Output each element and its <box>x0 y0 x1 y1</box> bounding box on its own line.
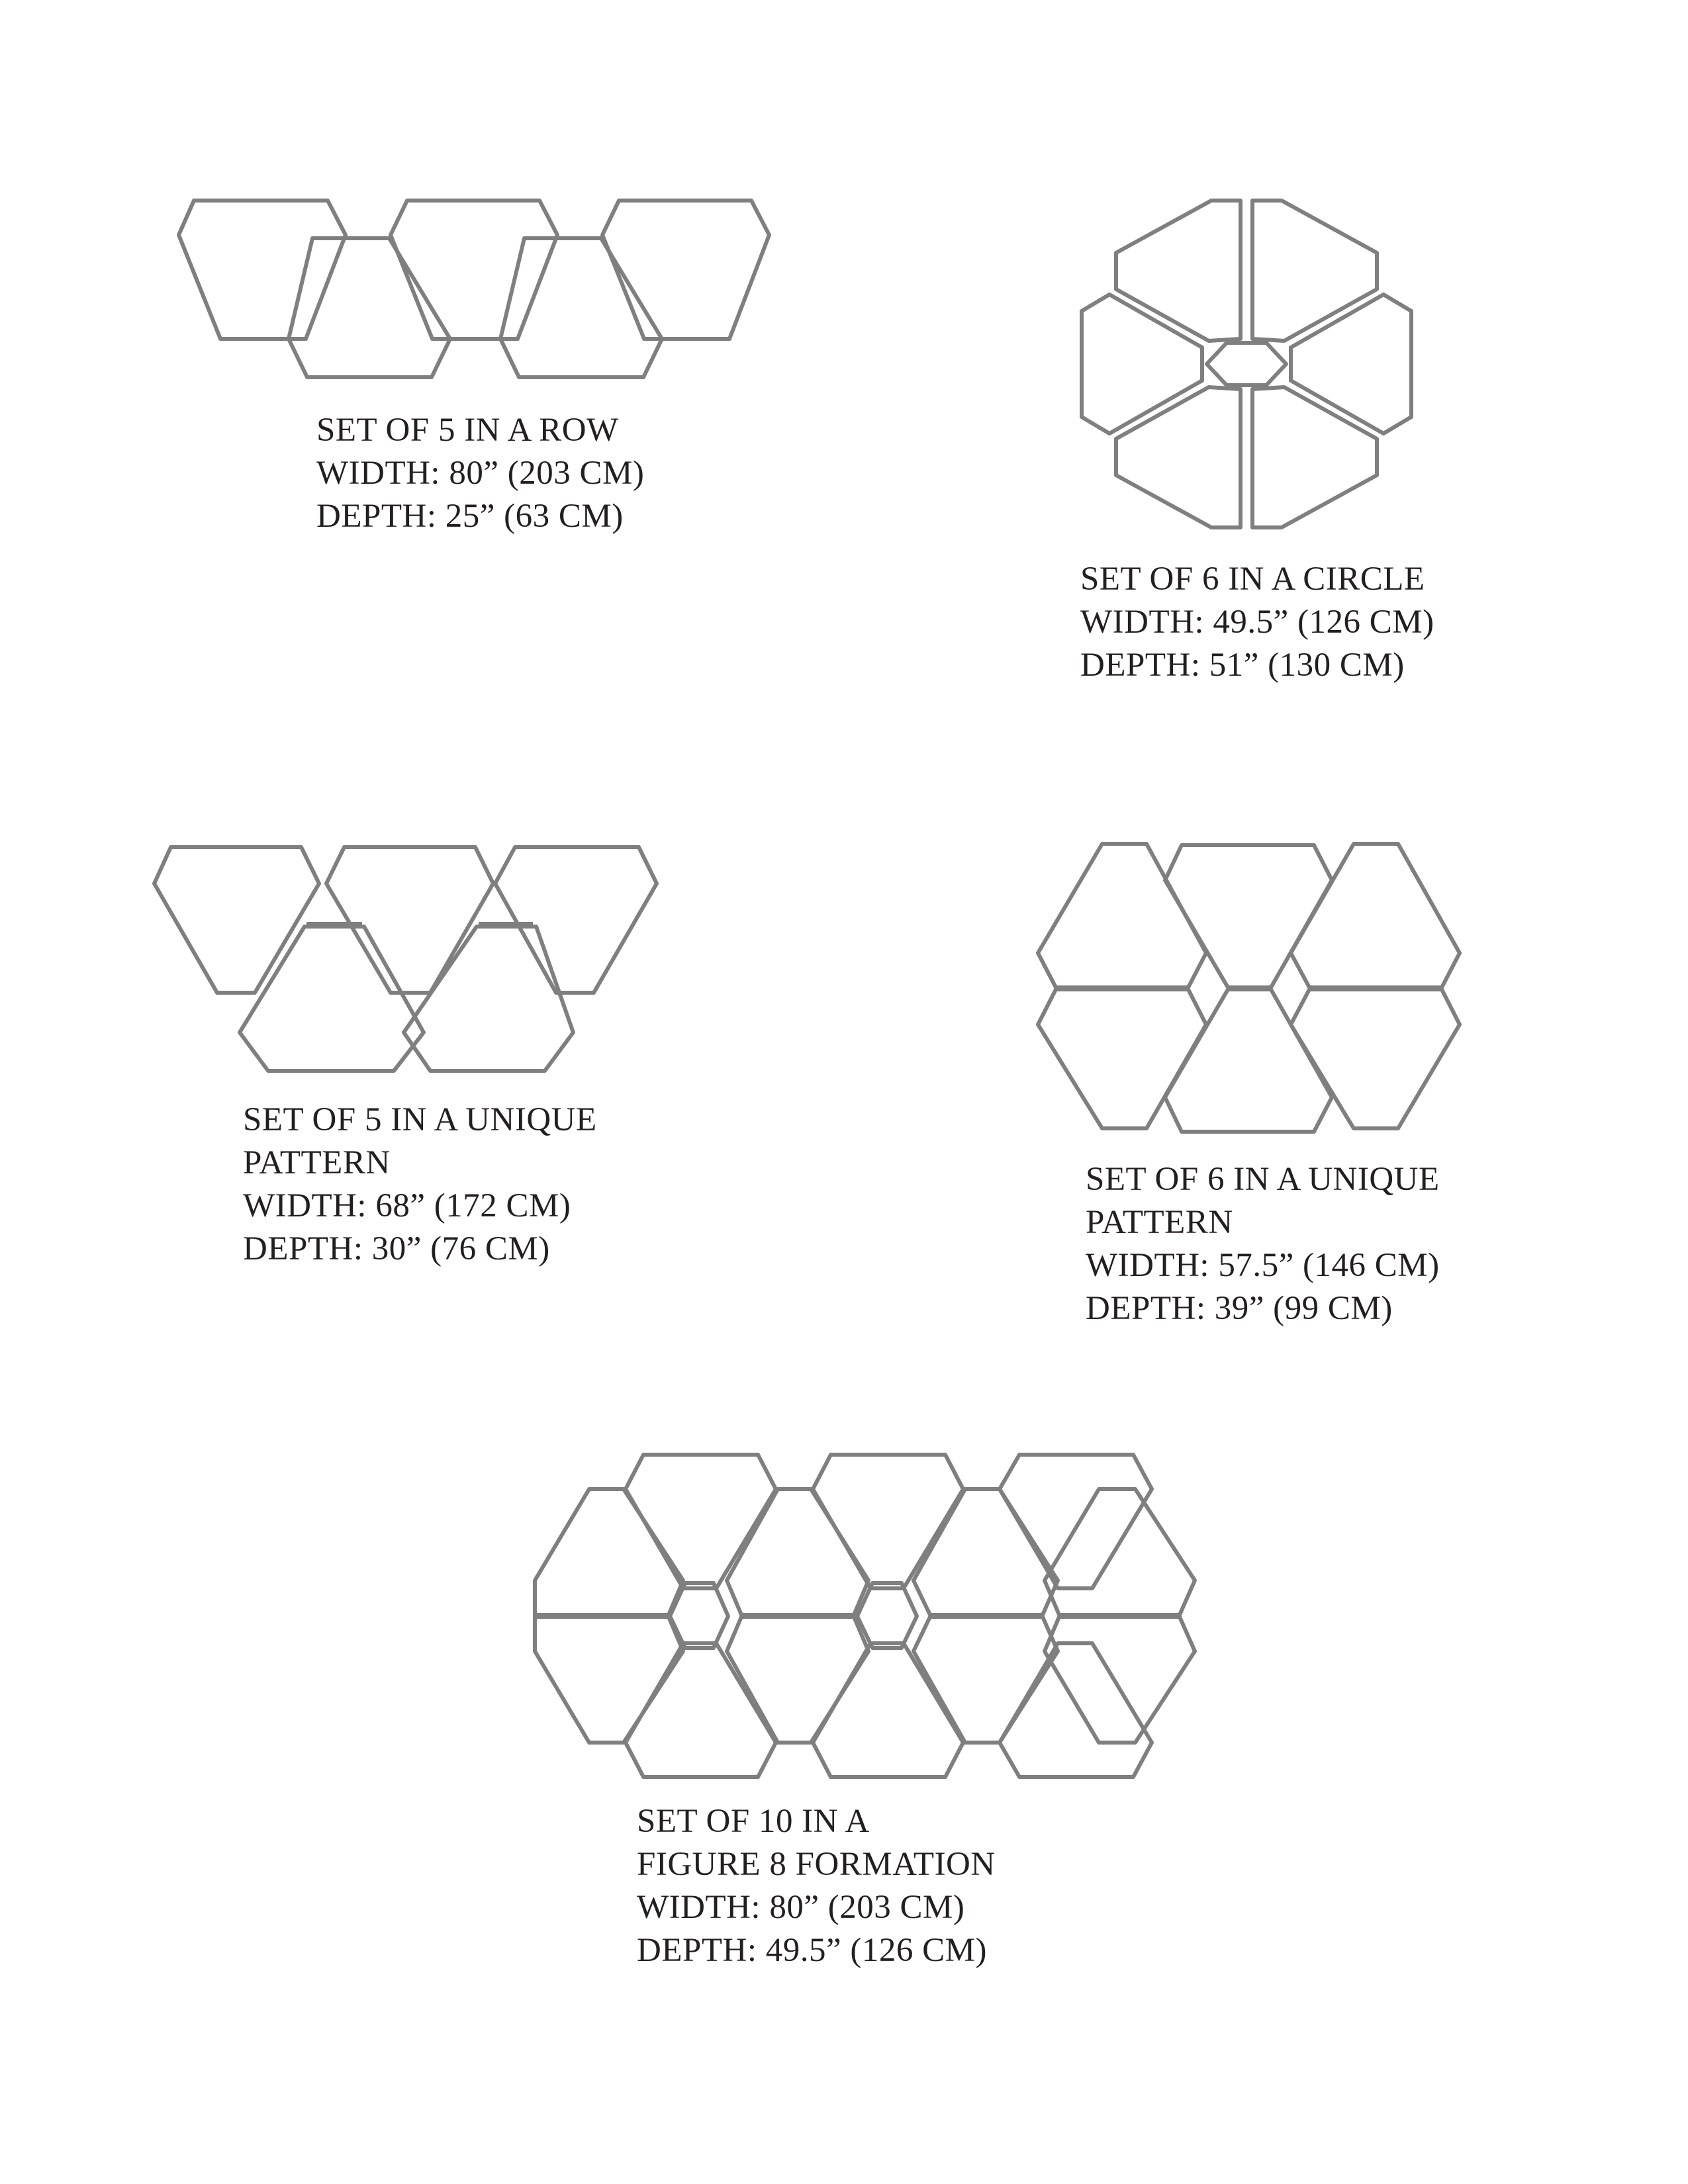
unique-5-piece-3 <box>495 847 657 993</box>
figure8-center-left <box>670 1583 728 1648</box>
unique-6-width: WIDTH: 57.5” (146 CM) <box>1086 1247 1440 1284</box>
unique-6-caption <box>1086 1158 1440 1330</box>
unique-5-piece-1 <box>154 847 319 993</box>
circle-6-piece-4 <box>1252 387 1377 527</box>
row-5-depth: DEPTH: 25” (63 CM) <box>316 498 624 535</box>
circle-6-center <box>1207 343 1286 385</box>
circle-6-piece-6 <box>1082 295 1202 433</box>
unique-5-caption <box>243 1099 597 1271</box>
row-5-width: WIDTH: 80” (203 CM) <box>316 455 645 492</box>
row-5-caption <box>316 409 644 538</box>
figure8-10-depth: DEPTH: 49.5” (126 CM) <box>637 1932 987 1969</box>
figure8-10-width: WIDTH: 80” (203 CM) <box>637 1889 965 1926</box>
unique-5-title: SET OF 5 IN A UNIQUE <box>243 1101 597 1138</box>
unique-6-piece-4 <box>1038 989 1206 1128</box>
figure8-10-caption <box>637 1800 996 1972</box>
unique-5-piece-2 <box>326 847 493 993</box>
row-5-piece-3 <box>391 201 557 339</box>
unique-6-title-cont: PATTERN <box>1086 1204 1233 1241</box>
row-5-piece-4 <box>500 238 662 377</box>
figure8-piece-5 <box>626 1643 776 1777</box>
circle-6-piece-3 <box>1291 295 1411 433</box>
circle-6-caption <box>1080 558 1434 687</box>
unique-6-diagram <box>1038 844 1460 1132</box>
figure8-piece-12 <box>1045 1617 1195 1743</box>
circle-6-title: SET OF 6 IN A CIRCLE <box>1080 561 1425 598</box>
circle-6-piece-2 <box>1252 201 1377 341</box>
circle-6-diagram <box>1082 201 1411 527</box>
unique-6-title: SET OF 6 IN A UNIQUE <box>1086 1161 1440 1198</box>
unique-6-piece-1 <box>1038 844 1206 987</box>
figure8-center-right <box>857 1583 917 1648</box>
circle-6-width: WIDTH: 49.5” (126 CM) <box>1080 604 1434 641</box>
figure8-piece-2 <box>626 1455 776 1588</box>
row-5-piece-2 <box>289 238 450 377</box>
figure8-10-title-cont: FIGURE 8 FORMATION <box>637 1846 996 1883</box>
unique-6-depth: DEPTH: 39” (99 CM) <box>1086 1290 1393 1327</box>
figure8-piece-13 <box>813 1643 963 1777</box>
row-5-title: SET OF 5 IN A ROW <box>316 412 619 449</box>
unique-5-width: WIDTH: 68” (172 CM) <box>243 1187 571 1224</box>
circle-6-piece-1 <box>1116 201 1241 341</box>
row-5-piece-5 <box>602 201 769 339</box>
figure8-piece-10 <box>1045 1489 1195 1615</box>
row-5-piece-1 <box>179 201 346 339</box>
unique-6-piece-6 <box>1291 989 1460 1128</box>
unique-5-title-cont: PATTERN <box>243 1144 391 1181</box>
unique-5-piece-4 <box>240 927 424 1071</box>
figure8-piece-7 <box>813 1455 963 1588</box>
unique-5-depth: DEPTH: 30” (76 CM) <box>243 1230 550 1267</box>
row-5-diagram <box>179 201 769 377</box>
figure8-10-title: SET OF 10 IN A <box>637 1803 870 1840</box>
unique-5-diagram <box>154 847 657 1071</box>
figure8-10-diagram <box>535 1455 1195 1777</box>
unique-6-piece-3 <box>1291 844 1460 987</box>
unique-6-piece-2 <box>1165 845 1332 987</box>
unique-5-piece-5 <box>404 927 573 1071</box>
unique-6-piece-5 <box>1165 989 1332 1132</box>
circle-6-depth: DEPTH: 51” (130 CM) <box>1080 647 1405 684</box>
circle-6-piece-5 <box>1116 387 1241 527</box>
